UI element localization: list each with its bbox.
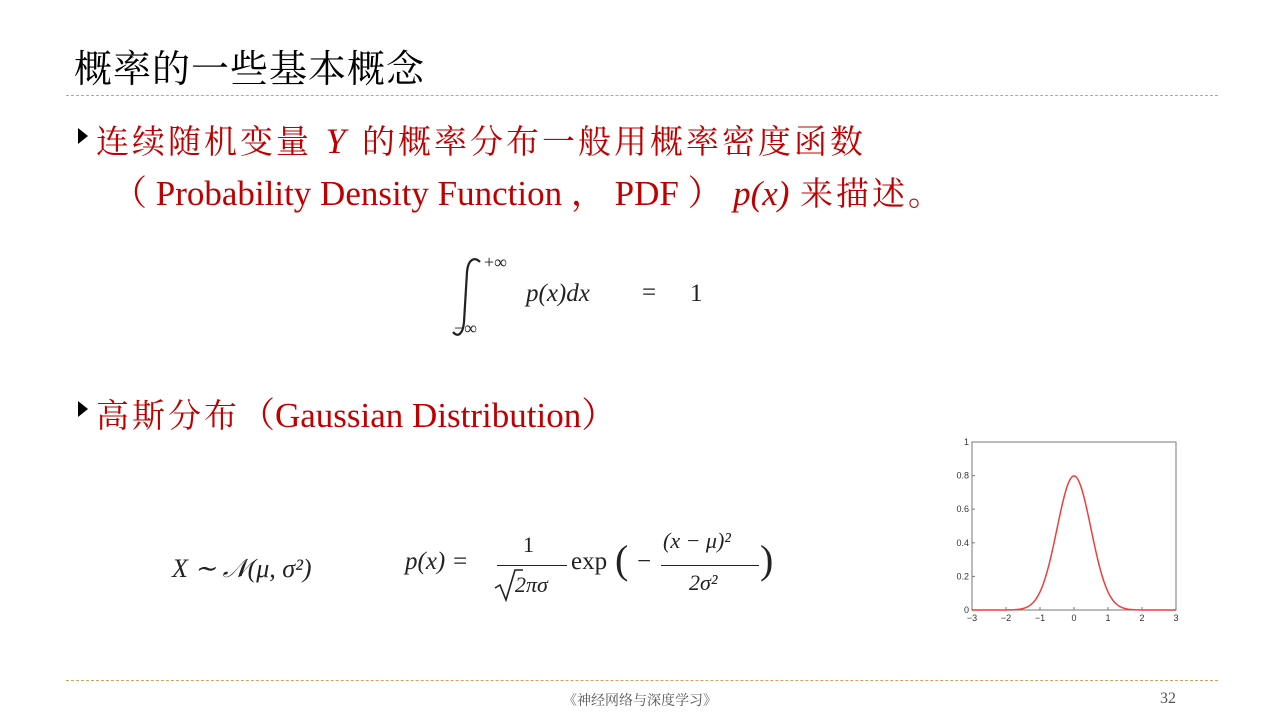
x-tick-label: 0 <box>1071 613 1077 623</box>
bullet1-var: Y <box>325 121 349 161</box>
page-number: 32 <box>1160 690 1176 707</box>
pdf-den: 2πσ <box>515 572 548 597</box>
pdf-rparen: ) <box>760 537 774 582</box>
bullet2-cn: 高斯分布 <box>96 396 240 435</box>
bullet1-text-a: 连续随机变量 <box>96 122 312 161</box>
bullet1-px: p(x) <box>733 174 790 213</box>
bullet1-line2 <box>112 166 944 216</box>
y-tick-label: 0.2 <box>956 571 969 582</box>
pdf-exp: exp <box>571 548 608 575</box>
integral-lower: −∞ <box>454 318 477 338</box>
pdf-exp-line <box>661 565 759 566</box>
gaussian-chart <box>945 435 1195 635</box>
footer-book-title: 《神经网络与深度学习》 <box>563 693 717 709</box>
bullet-arrow-icon <box>78 128 88 144</box>
integral-formula <box>450 252 730 342</box>
bullet2-en: （Gaussian Distribution） <box>240 396 617 435</box>
y-tick-label: 0.4 <box>956 537 969 548</box>
chart-frame <box>972 442 1176 610</box>
x-tick-label: 3 <box>1173 613 1179 623</box>
bullet1-text-c: 来描述。 <box>799 174 944 213</box>
y-tick-label: 0.6 <box>956 504 969 515</box>
pdf-exp-num: (x − μ)² <box>663 528 731 553</box>
integral-upper: +∞ <box>484 252 507 272</box>
bullet-arrow-icon <box>78 401 88 417</box>
bottom-divider <box>66 680 1218 681</box>
y-tick-label: 0 <box>963 605 969 615</box>
pdf-lparen: ( <box>615 537 629 582</box>
integral-rhs: 1 <box>690 280 703 307</box>
bullet1-text-b: 的概率分布一般用概率密度函数 <box>362 122 867 161</box>
top-divider <box>66 95 1218 96</box>
pdf-lhs: p(x) = <box>405 548 469 575</box>
x-tick-label: 2 <box>1139 613 1145 623</box>
x-tick-label: −1 <box>1034 613 1046 623</box>
pdf-formula <box>405 528 785 608</box>
y-tick-label: 1 <box>963 437 969 447</box>
x-tick-label: 1 <box>1105 613 1111 623</box>
x-tick-label: −2 <box>1000 613 1012 623</box>
integral-integrand: p(x)dx <box>526 280 590 307</box>
bullet1-line1 <box>96 116 866 163</box>
pdf-exp-den: 2σ² <box>689 570 718 595</box>
bullet2 <box>96 388 616 438</box>
pdf-minus: − <box>637 548 652 575</box>
dist-formula: X ∼ 𝒩(μ, σ²) <box>172 554 312 583</box>
pdf-frac-line <box>497 565 567 566</box>
x-tick-label: −3 <box>966 613 978 623</box>
slide-title: 概率的一些基本概念 <box>74 47 426 91</box>
y-tick-label: 0.8 <box>956 470 969 481</box>
pdf-num: 1 <box>523 532 534 557</box>
integral-equals: = <box>642 279 657 306</box>
bullet1-pdf-text: （ Probability Density Function ， PDF ） <box>112 174 723 213</box>
